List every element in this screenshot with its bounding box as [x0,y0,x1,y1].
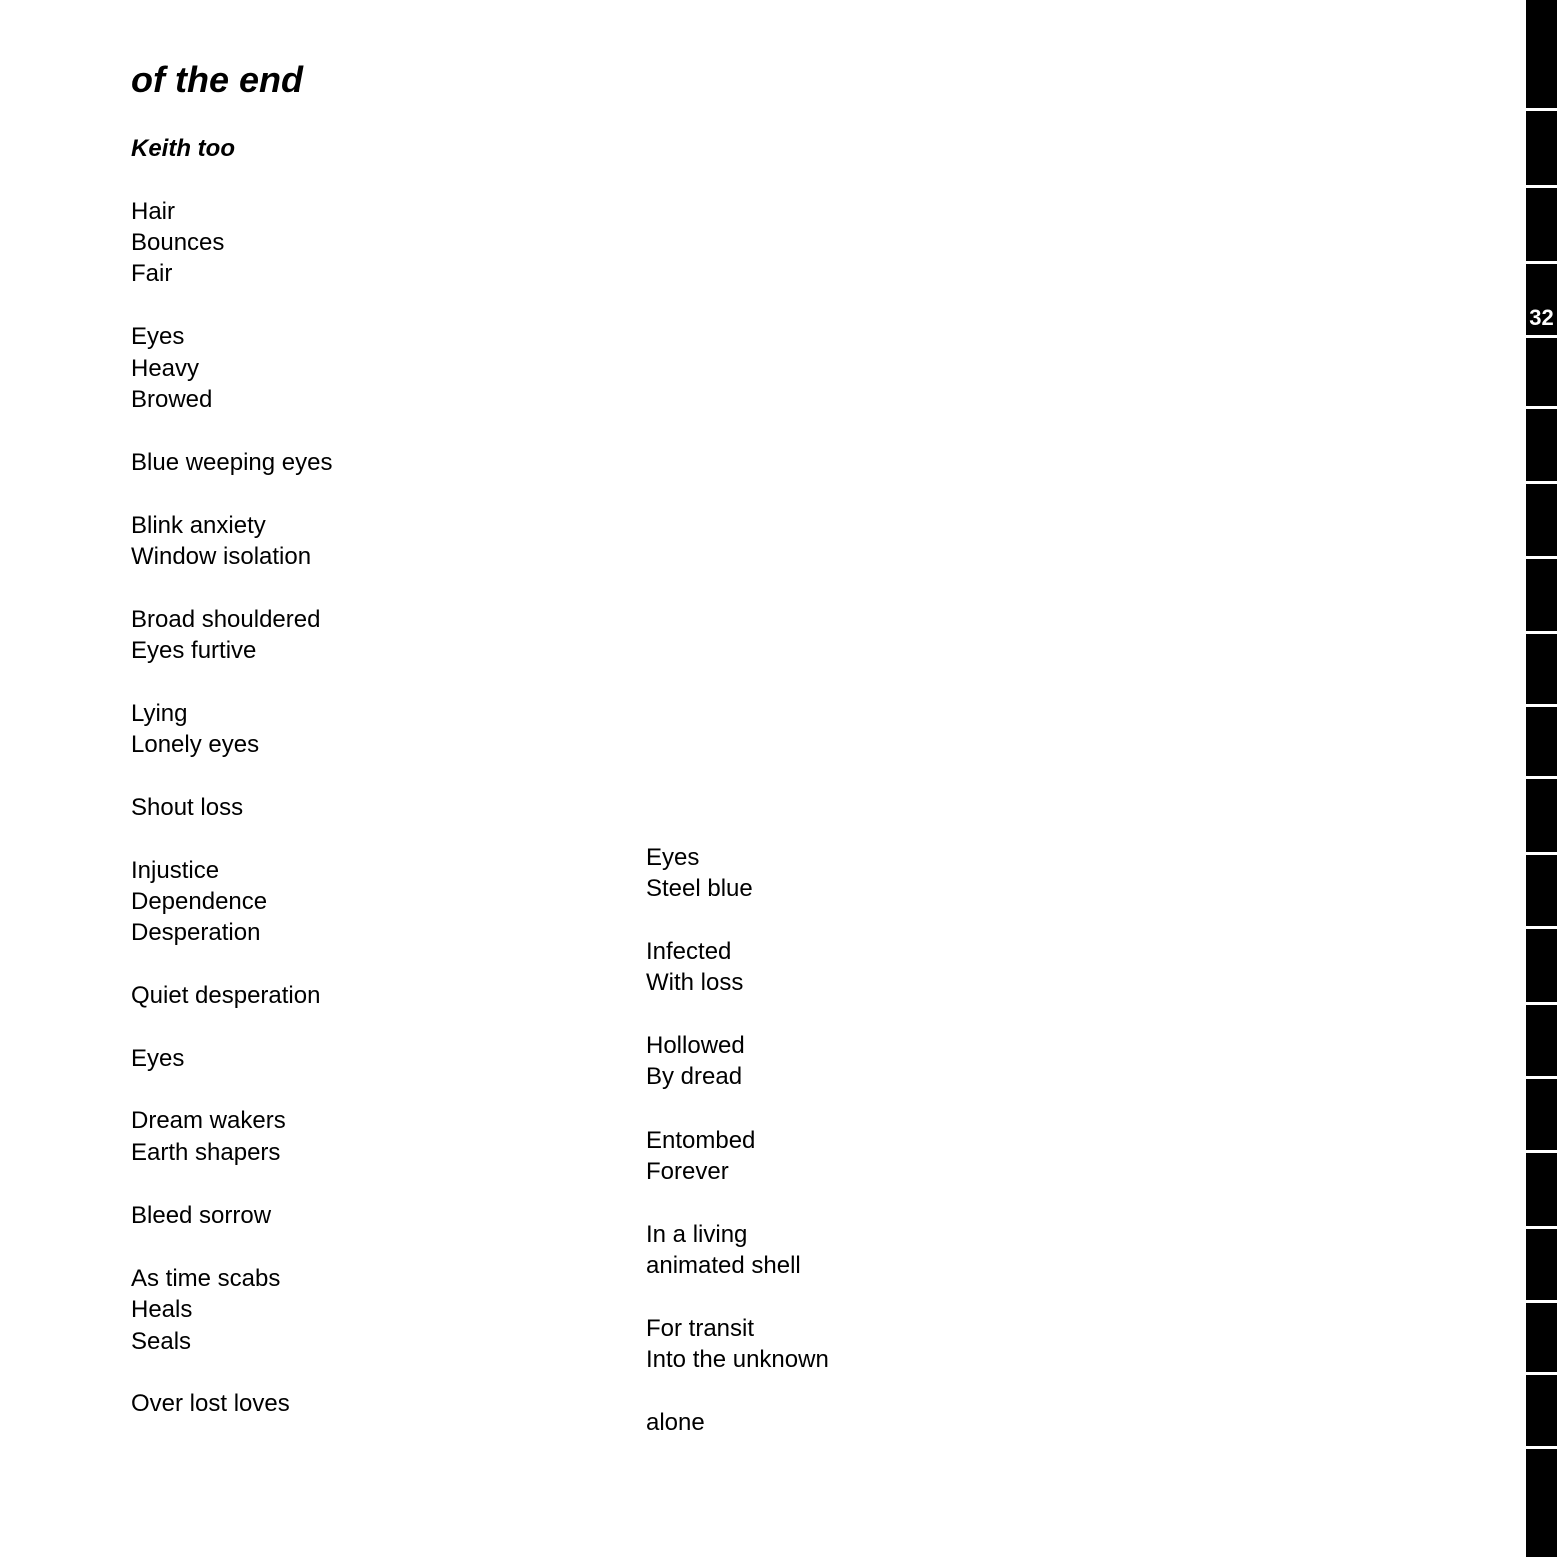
poem-line: Eyes [131,1045,185,1072]
poem-line: Broad shouldered [131,606,321,633]
poem-line: Shout loss [131,794,244,821]
poem-line: Dream wakers [131,1107,286,1134]
poem-line: Dependence [131,888,268,915]
poem-line: alone [646,1409,705,1436]
tab-divider [1526,704,1557,707]
poem-line: As time scabs [131,1265,281,1292]
tab-divider [1526,1372,1557,1375]
poem-line: Infected [646,938,732,965]
poem-line: Into the unknown [646,1346,829,1373]
poem-line: Earth shapers [131,1139,281,1166]
poem-line: Steel blue [646,875,753,902]
tab-divider [1526,556,1557,559]
tab-divider [1526,1300,1557,1303]
poem-line: For transit [646,1315,755,1342]
poem-line: With loss [646,969,744,996]
tab-divider [1526,108,1557,111]
poem-line: Heavy [131,355,200,382]
poem-line: By dread [646,1063,743,1090]
tab-divider [1526,335,1557,338]
poem-line: Bounces [131,229,225,256]
poem-line: Quiet desperation [131,982,321,1009]
poem-line: Desperation [131,919,261,946]
tab-divider [1526,481,1557,484]
poem-author: Keith too [131,135,235,162]
poem-line: Eyes furtive [131,637,257,664]
poem-line: Heals [131,1296,193,1323]
poem-line: Eyes [131,323,185,350]
poem-line: Blink anxiety [131,512,266,539]
poem-line: Eyes [646,844,700,871]
poem-line: Forever [646,1158,729,1185]
tab-divider [1526,1226,1557,1229]
poem-line: Over lost loves [131,1390,290,1417]
tab-divider [1526,261,1557,264]
thumb-index-tabs [1526,0,1557,1557]
tab-divider [1526,852,1557,855]
poem-line: In a living [646,1221,748,1248]
poem-line: Injustice [131,857,220,884]
poem-line: animated shell [646,1252,801,1279]
tab-divider [1526,1446,1557,1449]
tab-divider [1526,776,1557,779]
poem-line: Blue weeping eyes [131,449,333,476]
poem-line: Window isolation [131,543,312,570]
poem-line: Lying [131,700,188,727]
poem-line: Bleed sorrow [131,1202,272,1229]
page-number: 32 [1529,305,1554,330]
poem-line: Seals [131,1328,192,1355]
poem-line: Entombed [646,1127,756,1154]
poem-line: Hollowed [646,1032,745,1059]
tab-divider [1526,1076,1557,1079]
poem-line: Browed [131,386,213,413]
poem-title: of the end [131,59,303,100]
poem-line: Lonely eyes [131,731,260,758]
tab-divider [1526,1150,1557,1153]
tab-divider [1526,1002,1557,1005]
tab-divider [1526,926,1557,929]
poem-line: Fair [131,260,173,287]
tab-divider [1526,185,1557,188]
tab-divider [1526,406,1557,409]
poem-line: Hair [131,198,176,225]
tab-divider [1526,631,1557,634]
